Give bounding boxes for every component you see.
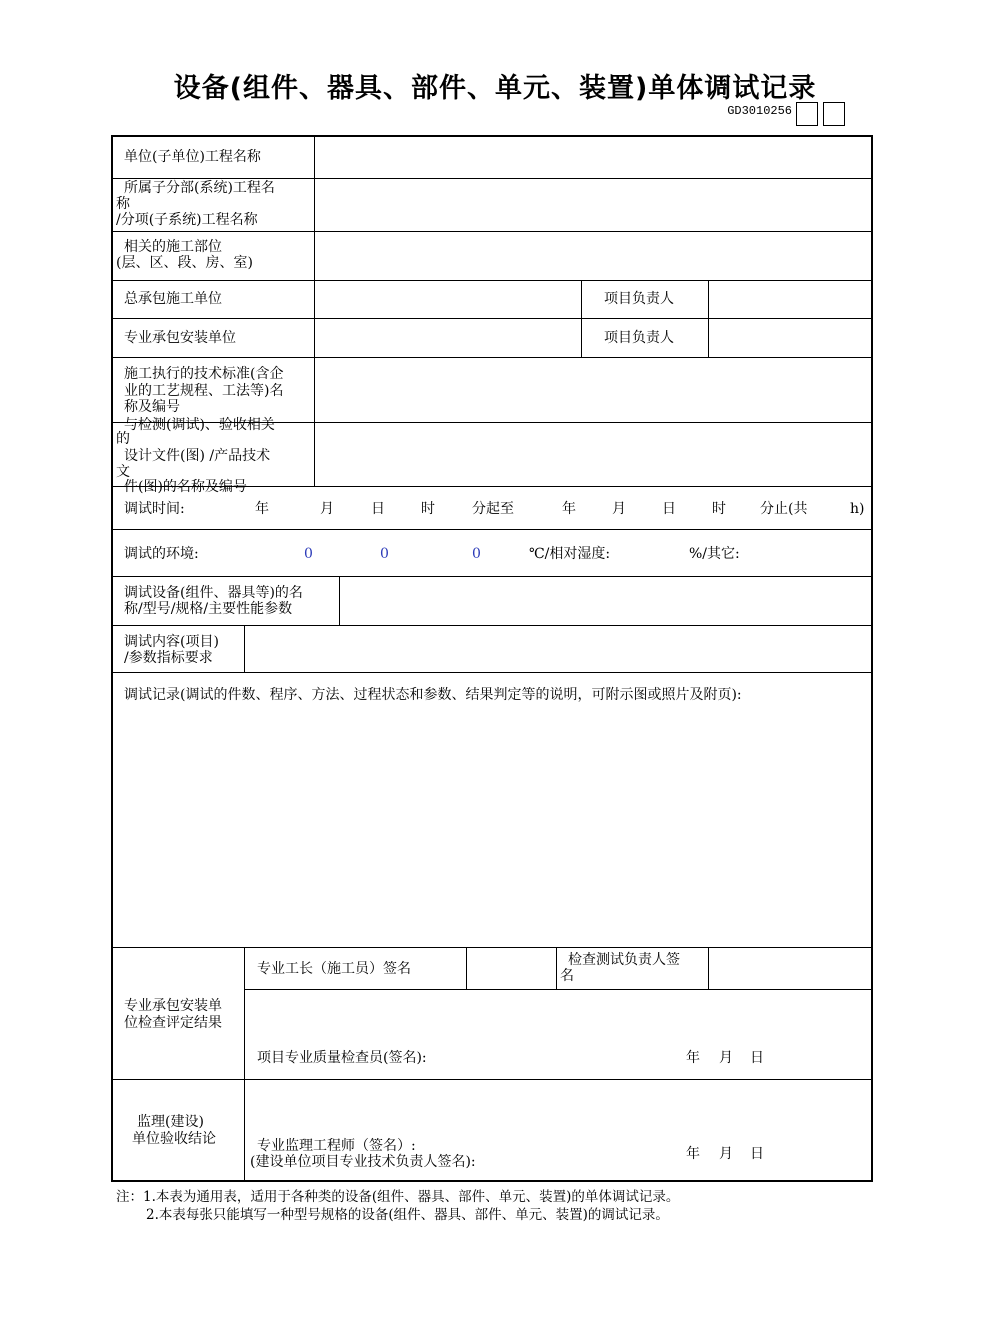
- equipment-label-2: 称/型号/规格/主要性能参数: [124, 601, 293, 617]
- supervision-label-1: 监理(建设): [137, 1114, 204, 1130]
- sub-check-label-2: 位检查评定结果: [124, 1015, 222, 1031]
- inspector-day: 日: [750, 1050, 764, 1066]
- start-minute-label: 分起至: [472, 501, 514, 517]
- docs-label-5: 件(图)的名称及编号: [124, 479, 247, 495]
- standard-label-2: 业的工艺规程、工法等)名: [124, 383, 284, 399]
- start-day: 日: [371, 501, 385, 517]
- equipment-label-1: 调试设备(组件、器具等)的名: [124, 585, 303, 601]
- location-label-1: 相关的施工部位: [124, 239, 222, 255]
- start-year: 年: [255, 501, 269, 517]
- content-label-1: 调试内容(项目): [124, 634, 219, 650]
- start-hour: 时: [421, 501, 435, 517]
- subcontractor-label: 专业承包安装单位: [124, 330, 236, 346]
- end-day: 日: [662, 501, 676, 517]
- docs-cell: [113, 417, 313, 495]
- env-value-3: 0: [472, 546, 481, 562]
- subdivision-label-3: /分项(子系统)工程名称: [116, 212, 258, 228]
- foreman-signature-label: 专业工长（施工员）签名: [257, 961, 411, 977]
- sub-check-label-1: 专业承包安装单: [124, 998, 222, 1014]
- inspector-year: 年: [686, 1050, 700, 1066]
- end-hour: 时: [712, 501, 726, 517]
- form-title: 设备(组件、器具、部件、单元、装置)单体调试记录: [173, 73, 817, 104]
- project-leader-label-1: 项目负责人: [604, 291, 674, 307]
- inspector-month: 月: [719, 1050, 733, 1066]
- note-line-2: 2.本表每张只能填写一种型号规格的设备(组件、器具、部件、单元、装置)的调试记录。: [146, 1207, 669, 1223]
- test-record-label: 调试记录(调试的件数、程序、方法、过程状态和参数、结果判定等的说明，可附示图或照片及附页):: [124, 687, 742, 703]
- tester-signature-label-1: 检查测试负责人签: [568, 952, 680, 968]
- general-contractor-label: 总承包施工单位: [124, 291, 222, 307]
- code-box-2[interactable]: [823, 102, 845, 126]
- supervision-label-2: 单位验收结论: [132, 1131, 216, 1147]
- form-code: GD3010256: [727, 104, 792, 118]
- end-year: 年: [562, 501, 576, 517]
- env-value-1: 0: [304, 546, 313, 562]
- docs-label-1: 与检测(调试)、验收相关: [124, 417, 275, 433]
- project-leader-label-2: 项目负责人: [604, 330, 674, 346]
- standard-label-3: 称及编号: [124, 399, 180, 415]
- tester-signature-label-2: 名: [560, 968, 574, 984]
- test-time-label: 调试时间:: [124, 501, 185, 517]
- form-table: [111, 135, 873, 1182]
- end-minute-label: 分止(共: [760, 501, 808, 517]
- docs-label-2: 的: [116, 431, 130, 447]
- env-value-2: 0: [380, 546, 389, 562]
- location-label-2: (层、区、段、房、室): [116, 255, 253, 271]
- note-line-1: 注：1.本表为通用表，适用于各种类的设备(组件、器具、部件、单元、装置)的单体调试记录。: [116, 1189, 680, 1205]
- supervising-engineer-label: 专业监理工程师（签名）:: [257, 1138, 416, 1154]
- docs-label-4: 文: [116, 464, 130, 480]
- supervision-month: 月: [719, 1146, 733, 1162]
- project-name-label: 单位(子单位)工程名称: [124, 149, 261, 165]
- code-box-1[interactable]: [796, 102, 818, 126]
- end-month: 月: [612, 501, 626, 517]
- docs-label-3: 设计文件(图) /产品技术: [124, 448, 271, 464]
- environment-label: 调试的环境:: [124, 546, 199, 562]
- supervision-day: 日: [750, 1146, 764, 1162]
- total-hours-unit: h): [850, 501, 865, 517]
- supervision-year: 年: [686, 1146, 700, 1162]
- subdivision-label-2: 称: [116, 196, 130, 212]
- humidity-label: ℃/相对湿度:: [529, 546, 611, 562]
- start-month: 月: [320, 501, 334, 517]
- content-label-2: /参数指标要求: [124, 650, 213, 666]
- quality-inspector-label: 项目专业质量检查员(签名):: [257, 1050, 427, 1066]
- other-env-label: %/其它:: [689, 546, 740, 562]
- owner-representative-label: (建设单位项目专业技术负责人签名):: [250, 1154, 476, 1170]
- subdivision-label-1: 所属子分部(系统)工程名: [124, 180, 275, 196]
- standard-label-1: 施工执行的技术标准(含企: [124, 366, 284, 382]
